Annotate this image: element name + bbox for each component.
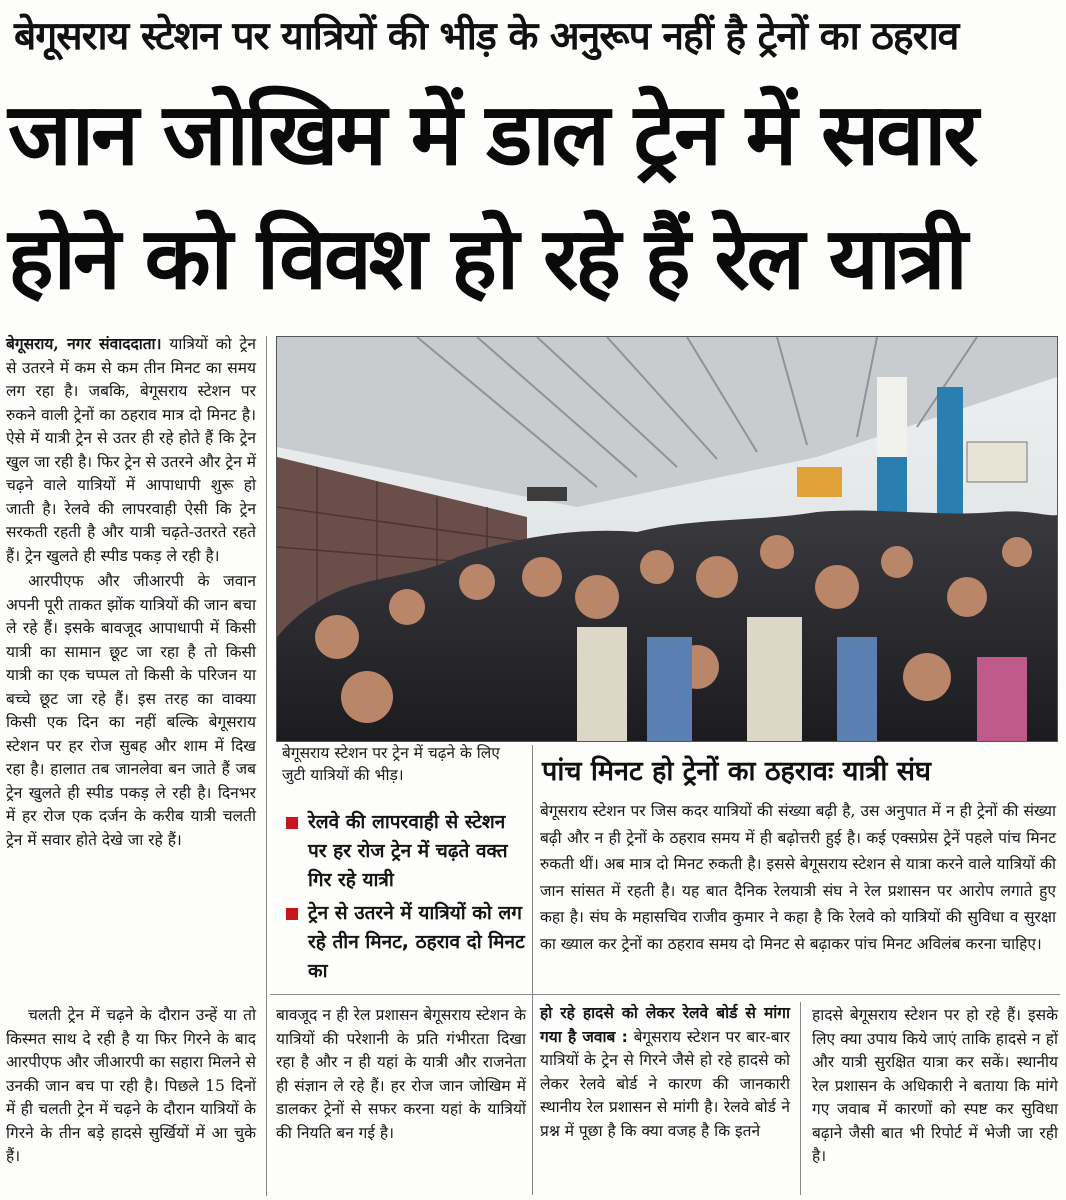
- column-divider: [532, 745, 533, 1195]
- article-paragraph-3: चलती ट्रेन में चढ़ने के दौरान उन्हें या तो किस्मत साथ दे रही है या फिर गिरने के बाद आरपीएफ और जीआरपी का सहारा मिलने से उनकी जान बच पा रही है। पिछले 15 दिनों में ही चलती ट्रेन में चढ़ने के दौरान यात्रियों के गिरने के तीन बड़े हादसे सुर्खियों में आ चुके हैं।: [6, 1006, 256, 1165]
- article-paragraph-col2: बावजूद न ही रेल प्रशासन बेगूसराय स्टेशन के यात्रियों की परेशानी के प्रति गंभीरता दिखा रहा है और न ही यहां के यात्री और राजनेता ही संज्ञान ले रहे हैं। हर रोज जान जोखिम में डालकर ट्रेनों से सफर करना यहां के यात्रियों की नियति बन गई है।: [276, 1006, 526, 1142]
- red-square-bullet-icon: [286, 908, 298, 920]
- highlight-item: [282, 808, 528, 895]
- news-photo-station-crowd: [276, 336, 1058, 742]
- sidebar-body: [540, 798, 1056, 988]
- article-column-2: [276, 1004, 526, 1194]
- column-divider: [266, 336, 267, 1196]
- article-paragraph-2: आरपीएफ और जीआरपी के जवान अपनी पूरी ताकत झोंक यात्रियों की जान बचा ले रहे हैं। इसके बावजूद आपाधापी में किसी यात्री का सामान छूट जा रहा है तो किसी यात्री का एक चप्पल तो किसी के परिजन या बच्चे छूट जा रहे हैं। इस तरह का वाक्या किसी एक दिन का नहीं बल्कि बेगूसराय स्टेशन पर हर रोज सुबह और शाम में दिख रहा है। हालात तब जानलेवा बन जाते हैं जब ट्रेन खुलते ही स्पीड पकड़ ले रही है। दिनभर में हर रोज एक दर्जन के करीब यात्री चलती ट्रेन में सवार होते देखे जा रहे हैं।: [6, 572, 256, 849]
- column-divider: [800, 1002, 801, 1195]
- article-column-3: [540, 1002, 790, 1194]
- highlight-text: रेलवे की लापरवाही से स्टेशन पर हर रोज ट्रेन में चढ़ते वक्त गिर रहे यात्री: [308, 811, 508, 891]
- inline-subheading: हो रहे हादसे को लेकर रेलवे बोर्ड से मांगा गया है जवाब :: [540, 1004, 790, 1046]
- kicker-headline: बेगूसराय स्टेशन पर यात्रियों की भीड़ के अनुरूप नहीं है ट्रेनों का ठहराव: [14, 14, 959, 59]
- section-divider: [270, 994, 1060, 995]
- highlights-list: [282, 808, 528, 988]
- headline-line-1: जान जोखिम में डाल ट्रेन में सवार: [8, 85, 976, 185]
- article-column-4: [812, 1004, 1058, 1194]
- article-column-1-bottom: [6, 1004, 256, 1194]
- byline: बेगूसराय, नगर संवाददाता।: [6, 334, 162, 353]
- red-square-bullet-icon: [286, 817, 298, 829]
- highlight-text: ट्रेन से उतरने में यात्रियों को लग रहे तीन मिनट, ठहराव दो मिनट का: [308, 902, 525, 982]
- sidebar-paragraph: बेगूसराय स्टेशन पर जिस कदर यात्रियों की संख्या बढ़ी है, उस अनुपात में न ही ट्रेनों की संख्या बढ़ी और न ही ट्रेनों के ठहराव समय में ही बढ़ोत्तरी हुई है। कई एक्सप्रेस ट्रेनें पहले पांच मिनट रुकती थीं। अब मात्र दो मिनट रुकती है। इससे बेगूसराय स्टेशन से यात्रा करने वाले यात्रियों की जान सांसत में रहती है। यह बात दैनिक रेलयात्री संघ ने रेल प्रशासन पर आरोप लगाते हुए कहा है। संघ के महासचिव राजीव कुमार ने कहा है कि रेलवे को यात्रियों की सुविधा व सुरक्षा का ख्याल कर ट्रेनों का ठहराव समय दो मिनट से बढ़ाकर पांच मिनट अविलंब करना चाहिए।: [540, 802, 1056, 953]
- highlight-item: [282, 899, 528, 986]
- headline-line-2: होने को विवश हो रहे हैं रेल यात्री: [8, 209, 965, 309]
- article-paragraph-col4: हादसे बेगूसराय स्टेशन पर हो रहे हैं। इसके लिए क्या उपाय किये जाएं ताकि हादसे न हों और यात्री सुरक्षित यात्रा कर सकें। स्थानीय रेल प्रशासन के अधिकारी ने बताया कि मांगे गए जवाब में कारणों को स्पष्ट कर सुविधा बढ़ाने जैसी बात भी रिपोर्ट में भेजी जा रही है।: [812, 1006, 1058, 1165]
- article-column-1: [6, 332, 256, 982]
- sidebar-title: पांच मिनट हो ट्रेनों का ठहरावः यात्री संघ: [542, 756, 931, 787]
- crowd-photo-illustration: [277, 337, 1057, 741]
- article-paragraph-1: यात्रियों को ट्रेन से उतरने में कम से कम तीन मिनट का समय लग रहा है। जबकि, बेगूसराय स्टेशन पर रुकने वाली ट्रेनों का ठहराव मात्र दो मिनट है। ऐसे में यात्री ट्रेन से उतर ही रहे होते हैं कि ट्रेन खुल जा रही है। फिर ट्रेन से उतरने और ट्रेन में चढ़ने वाले यात्रियों में आपाधापी शुरू हो जाती है। रेलवे की लापरवाही ऐसी कि ट्रेन सरकती रहती है और यात्री चढ़ते-उतरते रहते हैं। ट्रेन खुलते ही स्पीड पकड़ ले रही है।: [6, 335, 257, 565]
- article-paragraph-col3: बेगूसराय स्टेशन पर बार-बार यात्रियों के ट्रेन से गिरने जैसे हो रहे हादसे को लेकर रेलवे बोर्ड ने कारण की जानकारी स्थानीय रेल प्रशासन से मांगी है। रेलवे बोर्ड ने प्रश्न में पूछा है कि क्या वजह है कि इतने: [540, 1027, 790, 1140]
- photo-caption: बेगूसराय स्टेशन पर ट्रेन में चढ़ने के लिए जुटी यात्रियों की भीड़।: [282, 744, 500, 784]
